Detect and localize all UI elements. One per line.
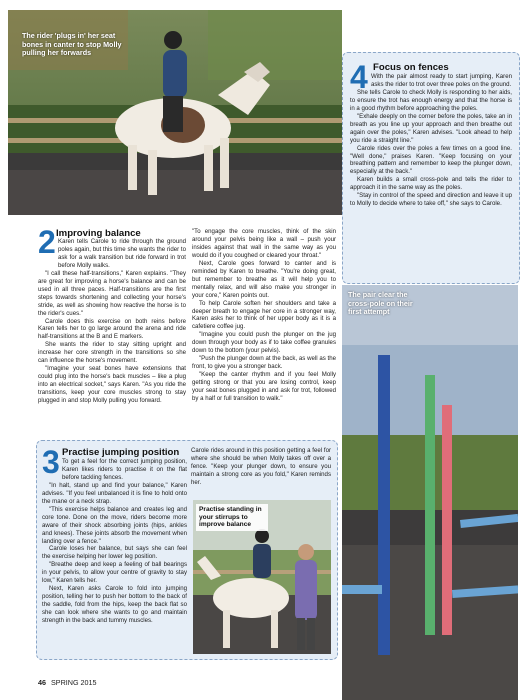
right-photo-caption: The pair clear the cross-pole on their first attempt — [348, 290, 413, 317]
section-2-text: Karen tells Carole to ride through the ground poles again, but this time she wants the rider to ask for a walk transition but ride forward in trot before Molly walks. "I call these half-transitions," Karen explains. "They are great for improving a horse's balance and can be used in all three paces. Half-transitions are the first steps towards shortening and collecting your horse's stride, as well as showing how reactive the horse is to the rider's cues." Carole does this exercise on both reins before Karen tells her to go large around the arena and ride half-transitions at the B and E markers. She wants the rider to stay sitting upright and increase her core strength in the transitions so she can influence the horse's movement. "Imagine your seat bones have extensions that could plug into the horse's back muscles – like a plug into an electrical socket," says Karen. "As you ride the transitions, keep your core muscles strong to stay plugged in and stop Molly pulling you forward. — [38, 238, 186, 405]
top-photo — [8, 10, 342, 215]
section-4-text: With the pair almost ready to start jumping, Karen asks the rider to trot over three poles on the ground. She tells Carole to check Molly is responding to her aids, to ensure the trot has enough energy and that the horse is in a good rhythm before approaching the poles. "Exhale deeply on the corner before the poles, take an in breath as you line up your approach and then breathe out again over the poles," Karen advises. "Look ahead to help you ride a straight line." Carole rides over the poles a few times on a good line. "Well done," praises Karen. "Keep focusing on your breathing pattern and remember to keep the plunger down, especially at the back." Karen builds a small cross-pole and tells the rider to approach it in the same way as the poles. "Stay in control of the speed and direction and leave it up to Molly to decide where to take off," she says to Carole. — [350, 73, 512, 208]
section-2-heading: Improving balance — [56, 228, 141, 239]
issue-label: SPRING 2015 — [51, 678, 97, 687]
section-3-heading: Practise jumping position — [62, 447, 180, 458]
inset-photo — [193, 500, 331, 654]
section-3-text: To get a feel for the correct jumping position, Karen likes riders to practise it on the flat before tackling fences. "In halt, stand up and find your balance," Karen advises. "If you feel unbalanced it is fine to hold onto the mane or a neck strap. "This exercise helps balance and creates leg and core tone. Done on the move, riders become more aware of their shock absorbing joints (hips, ankles and knees). These joints absorb the movement when landing over a fence." Carole loses her balance, but says she can feel the exercise helping her lower leg position. "Breathe deep and keep a feeling of ball bearings in your pelvis, to allow your centre of gravity to stay low," Karen tells her. Next, Karen asks Carole to fold into jumping position, telling her to push her bottom to the back of the saddle, fold from the hips, keep the back flat so she can look where she wants to go and maintain strength in the back and tummy muscles. — [42, 458, 187, 625]
inset-photo-caption: Practise standing in your stirrups to improve balance — [199, 506, 262, 529]
cross-pole-image — [342, 285, 518, 700]
page-footer — [38, 678, 97, 687]
section-4-heading: Focus on fences — [373, 62, 449, 73]
page-number: 46 — [38, 678, 46, 687]
top-photo-caption: The rider 'plugs in' her seat bones in canter to stop Molly pulling her forwards — [22, 31, 122, 58]
right-photo — [342, 285, 518, 700]
section-2-text-continued: "To engage the core muscles, think of the skin around your pelvis being like a wall – push your insides against that wall in the same way as you would do if you coughed or cleared your throat." Next, Carole goes forward to canter and is reminded by Karen to breathe. "You're doing great, but remember to breathe as it will help you to mentally relax, and will also make you stronger in your core," Karen points out. To help Carole soften her shoulders and take a deeper breath to engage her core in a stronger way, Karen asks her to think of her upper body as it is a cafetiere coffee jug. "Imagine you could push the plunger on the jug down through your body as if to take coffee granules down to the bottom (your pelvis). "Push the plunger down at the back, as well as the front, to give you a stronger back. "Keep the canter rhythm and if you feel Molly getting strong or that you are losing control, keep your seat bones plugged in and ask for trot, followed by a half or full transition to walk." — [192, 228, 336, 403]
section-2-number: 2 — [38, 224, 56, 260]
inset-photo-caption-box — [196, 504, 268, 531]
section-3-number: 3 — [42, 444, 60, 480]
section-4-number: 4 — [350, 59, 368, 95]
section-3-text-col2: Carole rides around in this position getting a feel for where she should be when Molly takes off over a fence. "Keep your plunger down, to ensure you maintain a strong core as you fold," Karen reminds her. — [191, 447, 331, 486]
